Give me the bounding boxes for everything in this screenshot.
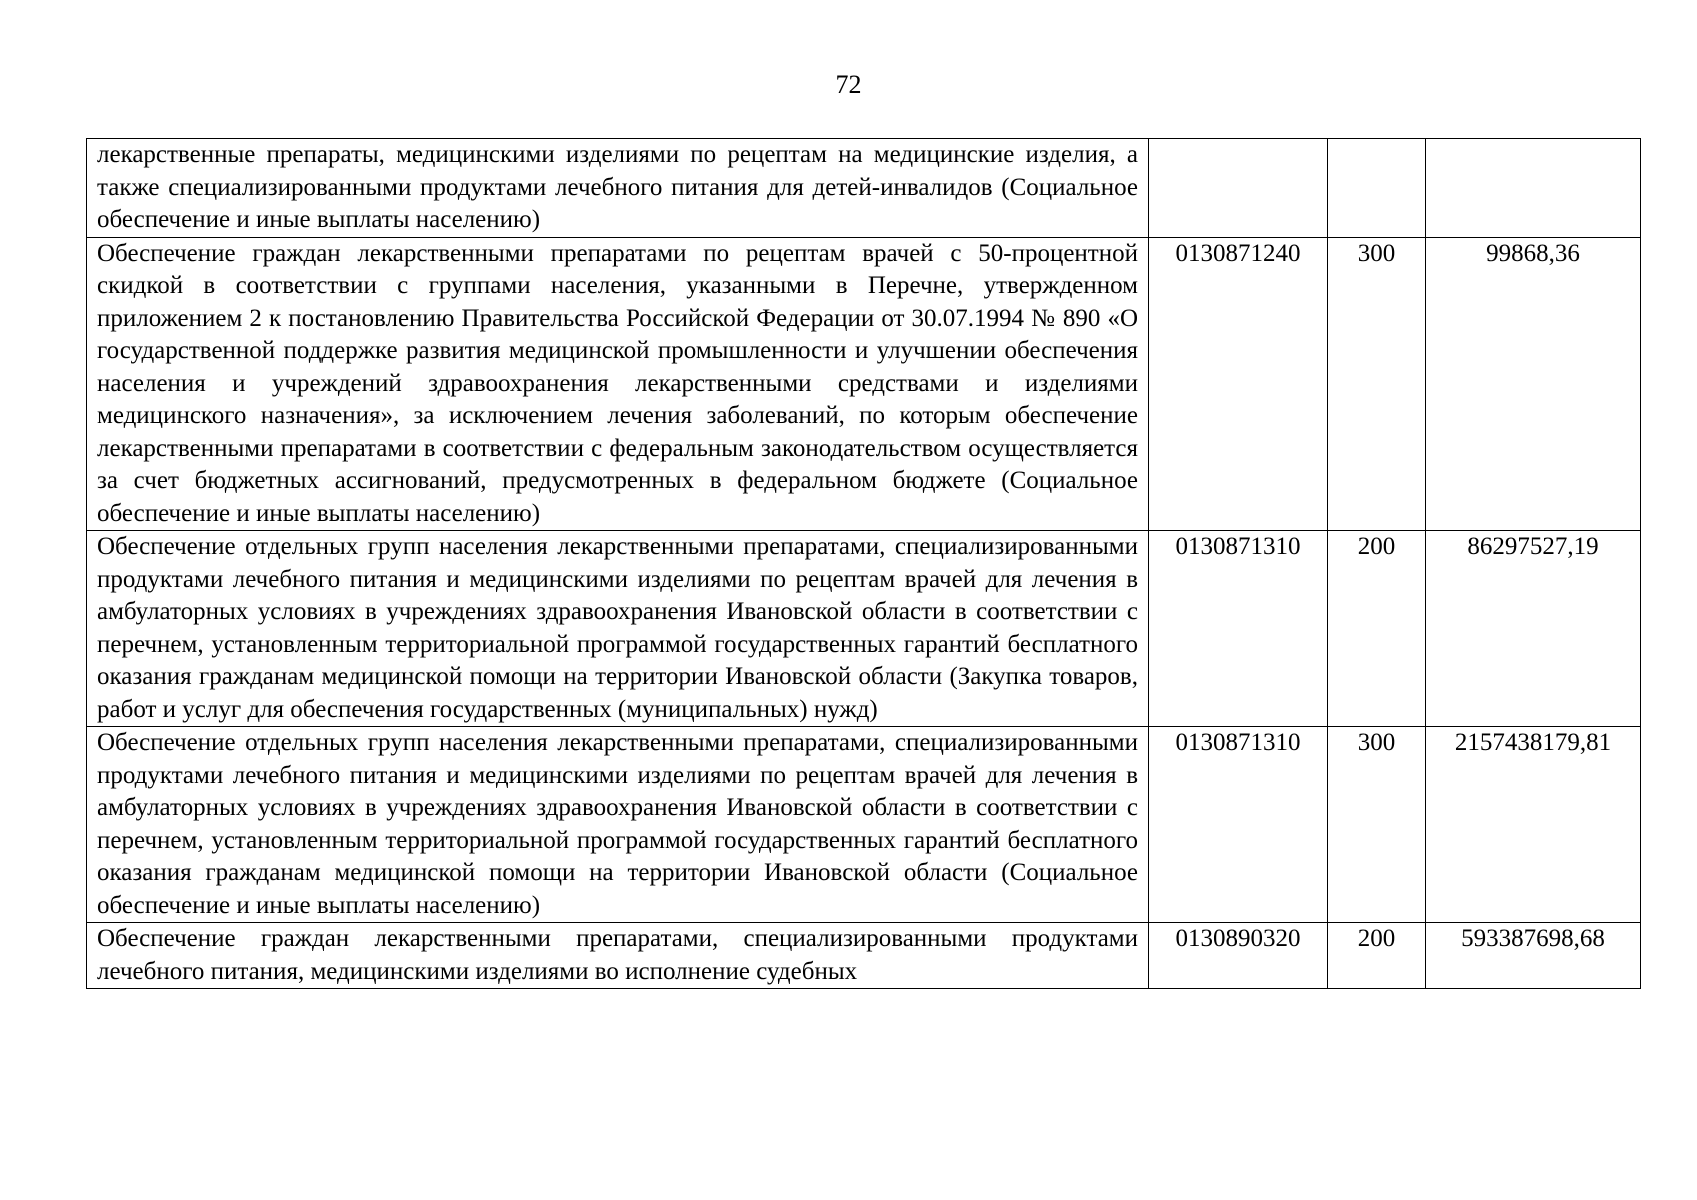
table-row bbox=[87, 531, 1641, 727]
expense-type-cell: 300 bbox=[1328, 727, 1426, 923]
amount-cell: 2157438179,81 bbox=[1426, 727, 1641, 923]
amount-cell: 99868,36 bbox=[1426, 237, 1641, 531]
row-name-cell: Обеспечение отдельных групп населения лекарственными препаратами, специализированными продуктами лечебного питания и медицинскими изделиями по рецептам врачей для лечения в амбулаторных условиях в учреждениях здравоохранения Ивановской области в соответствии с перечнем, установленным территориальной программой государственных гарантий бесплатного оказания гражданам медицинской помощи на территории Ивановской области (Социальное обеспечение и иные выплаты населению) bbox=[87, 727, 1149, 923]
amount-cell: 86297527,19 bbox=[1426, 531, 1641, 727]
page-number: 72 bbox=[835, 70, 862, 99]
row-name-cell: Обеспечение граждан лекарственными препаратами по рецептам врачей с 50-процентной скидкой в соответствии с группами населения, указанными в Перечне, утвержденном приложением 2 к постановлению Правительства Российской Федерации от 30.07.1994 № 890 «О государственной поддержке развития медицинской промышленности и улучшении обеспечения населения и учреждений здравоохранения лекарственными средствами и изделиями медицинского назначения», за исключением лечения заболеваний, по которым обеспечение лекарственными препаратами в соответствии с федеральным законодательством осуществляется за счет бюджетных ассигнований, предусмотренных в федеральном бюджете (Социальное обеспечение и иные выплаты населению) bbox=[87, 237, 1149, 531]
target-code-cell: 0130890320 bbox=[1149, 923, 1328, 989]
row-name-cell: Обеспечение отдельных групп населения лекарственными препаратами, специализированными продуктами лечебного питания и медицинскими изделиями по рецептам врачей для лечения в амбулаторных условиях в учреждениях здравоохранения Ивановской области в соответствии с перечнем, установленным территориальной программой государственных гарантий бесплатного оказания гражданам медицинской помощи на территории Ивановской области (Закупка товаров, работ и услуг для обеспечения государственных (муниципальных) нужд) bbox=[87, 531, 1149, 727]
amount-cell: 593387698,68 bbox=[1426, 923, 1641, 989]
target-code-cell: 0130871310 bbox=[1149, 531, 1328, 727]
target-code-cell bbox=[1149, 139, 1328, 238]
table-row bbox=[87, 727, 1641, 923]
budget-table bbox=[86, 138, 1641, 989]
expense-type-cell: 200 bbox=[1328, 923, 1426, 989]
row-name-cell: лекарственные препараты, медицинскими изделиями по рецептам на медицинские изделия, а также специализированными продуктами лечебного питания для детей-инвалидов (Социальное обеспечение и иные выплаты населению) bbox=[87, 139, 1149, 238]
amount-cell bbox=[1426, 139, 1641, 238]
target-code-cell: 0130871240 bbox=[1149, 237, 1328, 531]
table-row bbox=[87, 139, 1641, 238]
row-name-cell: Обеспечение граждан лекарственными препаратами, специализированными продуктами лечебного питания, медицинскими изделиями во исполнение судебных bbox=[87, 923, 1149, 989]
expense-type-cell bbox=[1328, 139, 1426, 238]
table-row bbox=[87, 923, 1641, 989]
expense-type-cell: 200 bbox=[1328, 531, 1426, 727]
expense-type-cell: 300 bbox=[1328, 237, 1426, 531]
table-row bbox=[87, 237, 1641, 531]
target-code-cell: 0130871310 bbox=[1149, 727, 1328, 923]
